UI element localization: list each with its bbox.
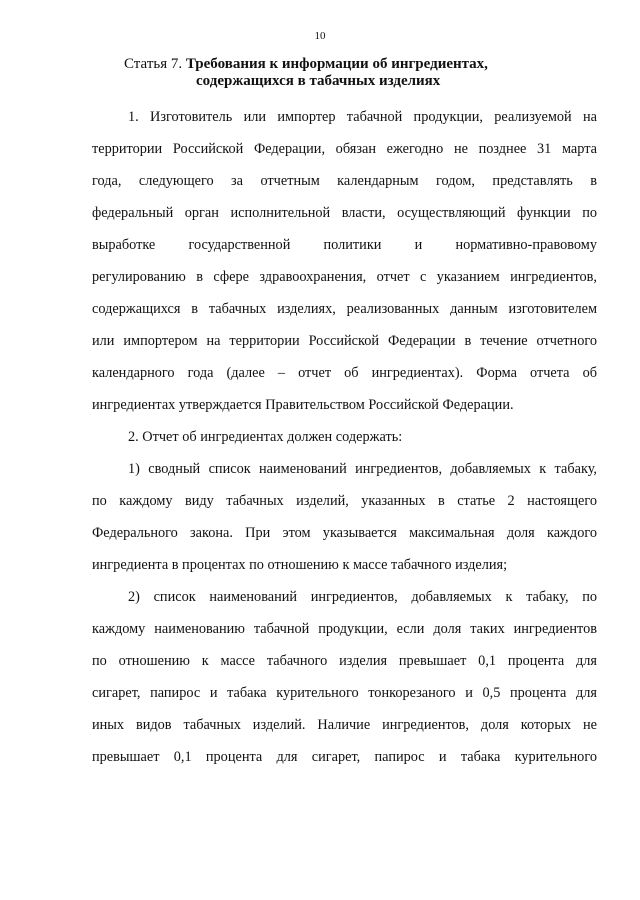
text-line: ингредиентах утверждается Правительством Российской Федерации. [92,397,514,413]
text-line: регулированию в сфере здравоохранения, отчет с указанием ингредиентов, [92,269,597,285]
article-heading [124,56,584,90]
text-line: 1. Изготовитель или импортер табачной продукции, реализуемой на [128,109,597,125]
text-line: выработке государственной политики и нормативно-правовому [92,237,597,253]
text-line: календарного года (далее – отчет об ингредиентах). Форма отчета об [92,365,597,381]
article-body [92,107,597,779]
article-title-line-1: Требования к информации об ингредиентах, [185,56,488,72]
text-line: территории Российской Федерации, обязан ежегодно не позднее 31 марта [92,141,597,157]
page-number: 10 [314,30,326,42]
text-line: содержащихся в табачных изделиях, реализованных данным изготовителем [92,301,597,317]
text-line: Федерального закона. При этом указывается максимальная доля каждого [92,525,597,541]
text-line: 2) список наименований ингредиентов, добавляемых к табаку, по [128,589,597,605]
text-line: сигарет, папирос и табака курительного тонкорезаного и 0,5 процента для [92,685,597,701]
text-line: ингредиента в процентах по отношению к массе табачного изделия; [92,557,508,573]
text-line: превышает 0,1 процента для сигарет, папирос и табака курительного [92,749,597,765]
text-line: 2. Отчет об ингредиентах должен содержать: [128,429,403,445]
article-number: Статья 7. [124,56,183,72]
text-line: иных видов табачных изделий. Наличие ингредиентов, доля которых не [92,717,597,733]
text-line: по каждому виду табачных изделий, указанных в статье 2 настоящего [92,493,597,509]
article-title-line-2: содержащихся в табачных изделиях [196,73,441,89]
text-line: или импортером на территории Российской Федерации в течение отчетного [92,333,597,349]
text-line: каждому наименованию табачной продукции, если доля таких ингредиентов [92,621,597,637]
text-line: года, следующего за отчетным календарным годом, представлять в [92,173,597,189]
text-line: по отношению к массе табачного изделия превышает 0,1 процента для [92,653,597,669]
text-line: федеральный орган исполнительной власти, осуществляющий функции по [92,205,597,221]
text-line: 1) сводный список наименований ингредиентов, добавляемых к табаку, [128,461,597,477]
